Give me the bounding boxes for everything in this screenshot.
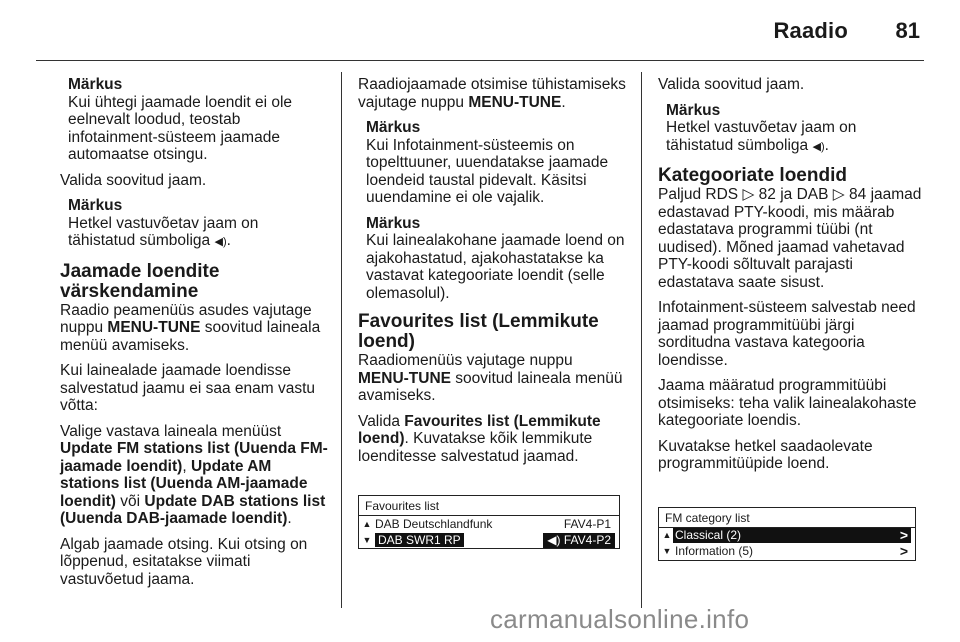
screen-title: FM category list <box>659 508 915 528</box>
note-title: Märkus <box>68 197 123 214</box>
favourite-tag: FAV4-P1 <box>563 516 611 531</box>
button-name: MENU-TUNE <box>468 93 562 111</box>
list-item[interactable] <box>659 544 915 560</box>
header-title: Raadio <box>773 18 848 43</box>
menu-option: Update AM stations list (Uuenda AM-jaamade loendit) <box>60 457 308 510</box>
note-title: Märkus <box>666 101 721 119</box>
arrow-up-icon: ▲ <box>362 518 372 529</box>
arrow-up-icon: ▲ <box>662 530 672 540</box>
watermark: carmanualsonline.info <box>490 604 750 634</box>
paragraph: Infotainment-süsteem salvestab need jaamad programmitüübi järgi sorditudna vastava kategooria loendisse. <box>658 299 916 369</box>
speaker-icon: ◀) <box>812 140 825 153</box>
tag-text: FAV4-P2 <box>563 532 611 547</box>
paragraph <box>358 76 626 111</box>
text: või <box>115 492 145 510</box>
station-name: DAB SWR1 RP <box>375 533 464 547</box>
text: . Kuvatakse kõik lemmikute loenditesse salvestatud jaamad. <box>358 430 593 465</box>
text: , <box>182 457 191 475</box>
note-block <box>60 76 328 164</box>
page-number: 81 <box>895 18 920 43</box>
paragraph <box>60 423 328 528</box>
button-name: MENU-TUNE <box>358 369 451 387</box>
favourite-tag <box>543 533 615 548</box>
arrow-down-icon: ▼ <box>362 534 372 545</box>
paragraph: Kuvatakse hetkel saadaolevate programmitüüpide loend. <box>658 437 873 472</box>
paragraph <box>358 413 626 466</box>
note-block: Märkus Hetkel vastuvõetav jaam on tähistatud sümboliga ◀). <box>658 102 926 157</box>
category-name: Classical (2) <box>673 528 897 543</box>
note-text: Kui Infotainment-süsteemis on topelttuuner, uuendatakse jaamade loendeid taustal pidevalt. Käsitsi uuendamine ei ole vajalik. <box>366 136 609 206</box>
note-text: Hetkel vastuvõetav jaam on tähistatud sümboliga <box>666 119 857 154</box>
screen-panel <box>358 495 620 549</box>
note-block <box>358 215 626 303</box>
section-heading: Favourites list (Lemmikute loend) <box>358 311 599 352</box>
note-text: Kui ühtegi jaamade loendit ei ole eelnevalt loodud, teostab infotainment-süsteem jaamade automaatse otsingu. <box>68 93 293 163</box>
paragraph: Kui lainealade jaamade loendisse salvestatud jaamu ei saa enam vastu võtta: <box>60 362 316 414</box>
text: soovitud laineala menüü avamiseks. <box>60 319 321 354</box>
chevron-right-icon: > <box>899 543 909 559</box>
note-title: Märkus <box>366 214 421 232</box>
chevron-right-icon: > <box>897 528 911 543</box>
text: 84 <box>849 186 867 203</box>
text: soovitud laineala menüü avamiseks. <box>358 369 623 404</box>
text: jaamad edastavad PTY-koodi, mis määrab edastatava programmi tüübi (nt uudised). Mõned jaamad vahetavad PTY-koodi sõltuvalt parajasti edastatava saate sisust. <box>658 186 922 291</box>
text: . <box>287 510 292 527</box>
list-item-selected[interactable] <box>359 532 619 548</box>
category-name: Information (5) <box>675 544 754 558</box>
column-3 <box>658 76 926 561</box>
paragraph <box>358 352 626 405</box>
column-divider-1 <box>341 72 342 608</box>
text: Raadio peamenüüs asudes vajutage nuppu <box>60 301 312 336</box>
paragraph: Jaama määratud programmitüübi otsimiseks: teha valik lainealakohaste kategooriate loendis. <box>658 377 917 429</box>
paragraph: Algab jaamade otsing. Kui otsing on lõppenud, esitatakse viimati vastuvõetud jaama. <box>60 535 308 588</box>
text: Valige vastava laineala menüüst <box>60 422 282 440</box>
paragraph <box>658 186 926 291</box>
list-item-selected[interactable] <box>659 528 915 544</box>
speaker-icon: ◀) <box>214 236 227 248</box>
page-reference-icon: ▷ <box>742 186 755 203</box>
menu-option: Update DAB stations list (Uuenda DAB-jaamade loendit) <box>60 492 326 527</box>
screen-panel <box>658 507 916 561</box>
column-divider-2 <box>641 72 642 608</box>
menu-option: Update FM stations list (Uuenda FM-jaamade loendit) <box>60 440 328 475</box>
paragraph: Valida soovitud jaam. <box>60 171 207 189</box>
paragraph <box>60 302 328 355</box>
page-reference-icon: ▷ <box>832 186 845 203</box>
screen-title: Favourites list <box>359 496 619 516</box>
section-heading: Jaamade loendite värskendamine <box>60 260 220 302</box>
note-text: Kui lainealakohane jaamade loend on ajakohastatud, ajakohastatakse ka vastavat kategooriate loendit (selle olemasolul). <box>366 232 625 302</box>
text: Paljud RDS <box>658 186 739 203</box>
note-block: Märkus Hetkel vastuvõetav jaam on tähistatud sümboliga ◀). <box>60 197 328 252</box>
arrow-down-icon: ▼ <box>662 546 672 556</box>
text: Valida <box>358 412 405 430</box>
favourites-screen <box>358 495 620 549</box>
column-2 <box>358 76 626 549</box>
header-rule <box>36 60 924 61</box>
list-item[interactable] <box>359 516 619 532</box>
button-name: MENU-TUNE <box>107 319 201 336</box>
text: Raadiomenüüs vajutage nuppu <box>358 352 573 369</box>
note-title: Märkus <box>68 76 123 93</box>
menu-option: Favourites list (Lemmikute loend) <box>358 412 601 447</box>
text: . <box>561 93 566 111</box>
note-text: Hetkel vastuvõetav jaam on tähistatud sümboliga <box>68 214 259 249</box>
text: 82 ja DAB <box>758 186 829 203</box>
note-title: Märkus <box>366 119 421 136</box>
column-1 <box>60 76 328 596</box>
speaker-icon: ◀) <box>547 532 564 547</box>
note-block <box>358 119 626 207</box>
station-name: DAB Deutschlandfunk <box>375 516 493 531</box>
category-screen <box>658 507 916 561</box>
paragraph: Valida soovitud jaam. <box>658 76 805 93</box>
text: Raadiojaamade otsimise tühistamiseks vajutage nuppu <box>358 76 626 111</box>
section-heading: Kategooriate loendid <box>658 165 847 186</box>
